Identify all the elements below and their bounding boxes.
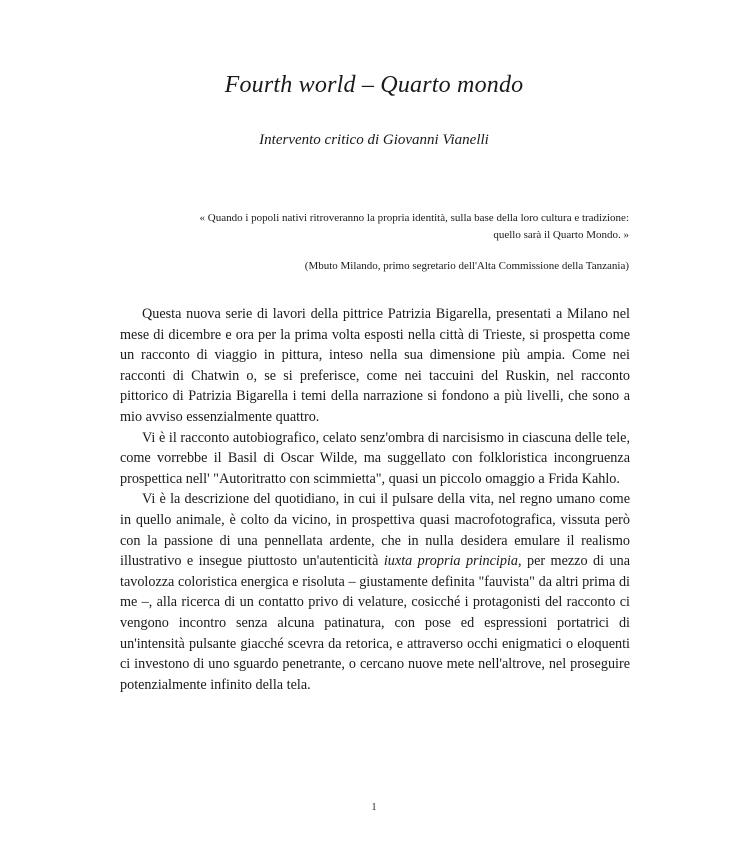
page-number: 1 (371, 802, 377, 813)
paragraph-3-part-2: , per mezzo di una tavolozza coloristica energica e risoluta – giustamente definita "fauvista" da altri prima di me –, alla ricerca di un contatto privo di velature, cosicché i protagonisti del racconto ci vengono incontro senza alcuna patinatura, con pose ed espressioni portatrici di un'intensità pulsante giacché scevra da retorica, e attraverso occhi enigmatici o eloquenti ci investono di uno sguardo penetrante, o cercano nuove mete nell'altrove, nel proseguire potenzialmente infinito della tela. (120, 553, 630, 693)
document-title: Fourth world – Quarto mondo (224, 72, 524, 98)
paragraph-3 (120, 489, 630, 695)
body-text (120, 304, 630, 695)
epigraph-quote (159, 210, 629, 244)
epigraph-line-1: « Quando i popoli nativi ritroveranno la propria identità, sulla base della loro cultura e tradizione: (199, 212, 629, 224)
document-subtitle: Intervento critico di Giovanni Vianelli (259, 132, 489, 148)
paragraph-2: Vi è il racconto autobiografico, celato senz'ombra di narcisismo in ciascuna delle tele, come vorrebbe il Basil di Oscar Wilde, ma suggellato con folkloristica incongruenza prospettica nell' "Autoritratto con scimmietta", quasi un piccolo omaggio a Frida Kahlo. (120, 429, 630, 487)
epigraph-line-2: quello sarà il Quarto Mondo. » (493, 229, 629, 241)
paragraph-3-latin-phrase: iuxta propria principia (383, 553, 518, 570)
epigraph-source: (Mbuto Milando, primo segretario dell'Alta Commissione della Tanzania) (304, 260, 629, 272)
paragraph-1: Questa nuova serie di lavori della pittrice Patrizia Bigarella, presentati a Milano nel mese di dicembre e ora per la prima volta esposti nella città di Trieste, si prospetta come un racconto di viaggio in pittura, inteso nella sua dimensione più ampia. Come nei racconti di Chatwin o, se si preferisce, come nei taccuini del Ruskin, nel racconto pittorico di Patrizia Bigarella i temi della narrazione si fondono a più livelli, che sono a mio avviso essenzialmente quattro. (120, 306, 630, 425)
paragraph-3-part-1: Vi è la descrizione del quotidiano, in cui il pulsare della vita, nel regno umano come in quello animale, è colto da vicino, in prospettiva quasi macrofotografica, vissuta però con la passione di una pennellata ardente, che in nulla desidera emulare il realismo illustrativo e insegue piuttosto un'autenticità (120, 491, 630, 570)
